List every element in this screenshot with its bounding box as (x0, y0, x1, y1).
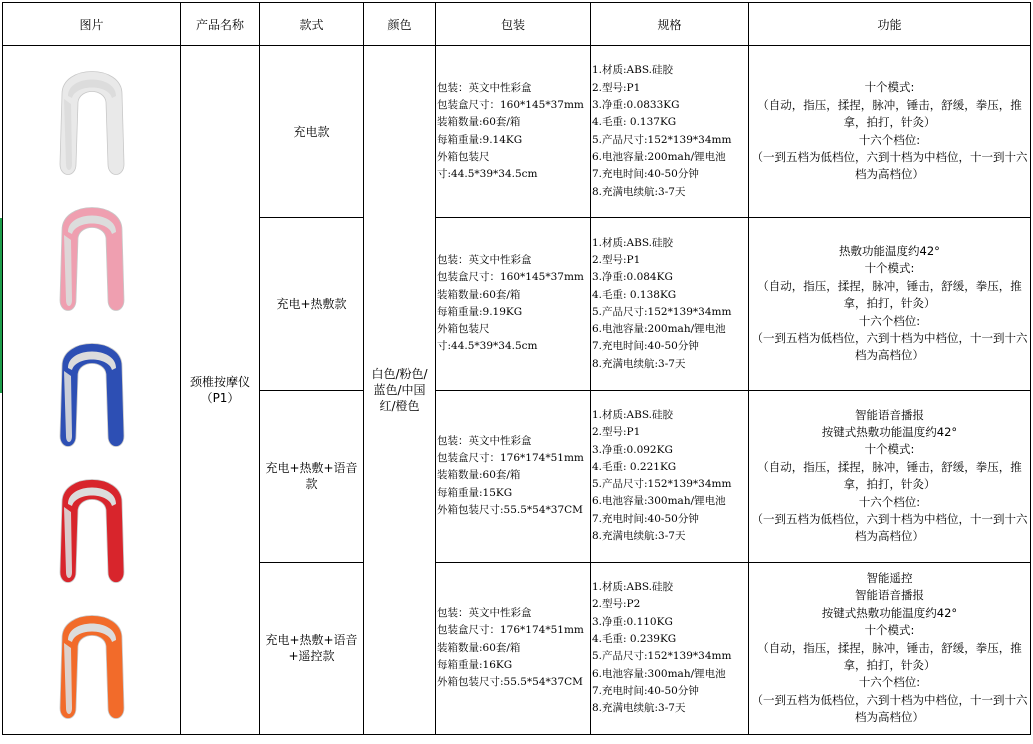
spec-cell (591, 562, 749, 734)
color-list: 白色/粉色/蓝色/中国红/橙色 (371, 367, 428, 413)
header-image: 图片 (3, 3, 181, 46)
function-line: 按键式热敷功能温度约42° (821, 605, 958, 620)
function-line: （一到五档为低档位，六到十档为中档位，十一到十六档为高档位） (751, 511, 1028, 544)
function-line: 十六个档位: (858, 313, 921, 328)
packaging-line: 外箱包装尺寸:55.5*54*37CM (437, 504, 583, 517)
packaging-cell (436, 46, 591, 218)
style-label: 充电款 (293, 124, 330, 139)
image-cell (3, 46, 181, 735)
table-row (3, 46, 1031, 218)
function-line: 智能语音播报 (855, 407, 924, 422)
blue-neck-massager-icon (42, 326, 142, 456)
style-label: 充电+热敷款 (276, 296, 347, 311)
spec-line: 8.充满电续航:3-7天 (592, 357, 686, 370)
function-line: 十六个档位: (858, 675, 921, 690)
spec-line: 1.材质:ABS.硅胶 (592, 236, 674, 249)
product-name-cell (181, 46, 260, 735)
function-line: 十六个档位: (858, 132, 921, 147)
spec-line: 1.材质:ABS.硅胶 (592, 408, 674, 421)
style-cell (260, 390, 364, 562)
packaging-line: 寸:44.5*39*34.5cm (437, 168, 538, 181)
function-line: 智能语音播报 (855, 588, 924, 603)
function-line: 十个模式: (864, 261, 915, 276)
function-cell (749, 390, 1031, 562)
header-packaging: 包装 (436, 3, 591, 46)
packaging-line: 包装盒尺寸：176*174*51mm (437, 624, 584, 637)
function-cell (749, 218, 1031, 390)
packaging-line: 外箱包装尺寸:55.5*54*37CM (437, 676, 583, 689)
spec-line: 4.毛重: 0.221KG (592, 460, 677, 473)
header-spec: 规格 (591, 3, 749, 46)
packaging-line: 装箱数量:60套/箱 (437, 641, 521, 654)
function-line: 按键式热敷功能温度约42° (821, 424, 958, 439)
spec-line: 2.型号:P1 (592, 426, 641, 439)
header-color: 颜色 (364, 3, 436, 46)
function-line: 十个模式: (864, 80, 915, 95)
spec-line: 3.净重:0.110KG (592, 615, 673, 628)
function-line: 十个模式: (864, 442, 915, 457)
spec-line: 6.电池容量:300mah/锂电池 (592, 495, 726, 508)
pink-neck-massager-icon (42, 190, 142, 320)
spec-line: 2.型号:P1 (592, 81, 641, 94)
spec-line: 6.电池容量:300mah/锂电池 (592, 667, 726, 680)
packaging-line: 寸:44.5*39*34.5cm (437, 340, 538, 353)
packaging-line: 装箱数量:60套/箱 (437, 469, 521, 482)
packaging-cell (436, 218, 591, 390)
packaging-line: 每箱重量:16KG (437, 659, 513, 672)
white-neck-massager-icon (42, 54, 142, 184)
spec-line: 2.型号:P2 (592, 598, 641, 611)
function-cell (749, 46, 1031, 218)
packaging-line: 外箱包装尺 (437, 323, 490, 336)
packaging-line: 包装：英文中性彩盒 (437, 434, 532, 447)
spec-line: 4.毛重: 0.138KG (592, 288, 677, 301)
product-spec-table (2, 2, 1031, 735)
function-cell (749, 562, 1031, 734)
product-name: 颈椎按摩仪（P1） (190, 375, 251, 405)
packaging-line: 装箱数量:60套/箱 (437, 288, 521, 301)
spec-line: 5.产品尺寸:152*139*34mm (592, 650, 732, 663)
header-row (3, 3, 1031, 46)
function-line: 十六个档位: (858, 494, 921, 509)
spec-line: 5.产品尺寸:152*139*34mm (592, 478, 732, 491)
spec-line: 8.充满电续航:3-7天 (592, 185, 686, 198)
style-cell (260, 218, 364, 390)
red-neck-massager-icon (42, 462, 142, 592)
style-cell (260, 46, 364, 218)
style-label: 充电+热敷+语音款 (265, 461, 358, 492)
function-line: （自动，指压，揉捏，脉冲，锤击，舒缓，拳压，推拿，拍打，针灸） (757, 97, 1022, 130)
spec-line: 6.电池容量:200mah/锂电池 (592, 323, 726, 336)
packaging-line: 包装盒尺寸：160*145*37mm (437, 99, 584, 112)
function-line: （自动，指压，揉捏，脉冲，锤击，舒缓，拳压，推拿，拍打，针灸） (757, 459, 1022, 492)
function-line: （自动，指压，揉捏，脉冲，锤击，舒缓，拳压，推拿，拍打，针灸） (757, 278, 1022, 311)
packaging-line: 包装盒尺寸：160*145*37mm (437, 271, 584, 284)
function-line: （自动，指压，揉捏，脉冲，锤击，舒缓，拳压，推拿，拍打，针灸） (757, 640, 1022, 673)
spec-line: 3.净重:0.092KG (592, 443, 673, 456)
spec-line: 6.电池容量:200mah/锂电池 (592, 150, 726, 163)
spec-cell (591, 218, 749, 390)
spec-line: 2.型号:P1 (592, 253, 641, 266)
packaging-line: 包装盒尺寸：176*174*51mm (437, 452, 584, 465)
packaging-line: 每箱重量:9.19KG (437, 305, 523, 318)
spec-line: 7.充电时间:40-50分钟 (592, 512, 699, 525)
packaging-line: 包装：英文中性彩盒 (437, 607, 532, 620)
spec-line: 7.充电时间:40-50分钟 (592, 340, 699, 353)
spec-line: 3.净重:0.0833KG (592, 99, 680, 112)
spec-cell (591, 390, 749, 562)
spec-line: 1.材质:ABS.硅胶 (592, 64, 674, 77)
packaging-line: 外箱包装尺 (437, 150, 490, 163)
packaging-line: 每箱重量:9.14KG (437, 133, 523, 146)
function-line: （一到五档为低档位，六到十档为中档位，十一到十六档为高档位） (751, 692, 1028, 725)
spec-line: 8.充满电续航:3-7天 (592, 530, 686, 543)
function-line: 热敷功能温度约42° (839, 243, 940, 258)
header-function: 功能 (749, 3, 1031, 46)
packaging-cell (436, 390, 591, 562)
function-line: （一到五档为低档位，六到十档为中档位，十一到十六档为高档位） (751, 330, 1028, 363)
spec-line: 7.充电时间:40-50分钟 (592, 684, 699, 697)
spec-cell (591, 46, 749, 218)
spec-line: 8.充满电续航:3-7天 (592, 702, 686, 715)
orange-neck-massager-icon (42, 598, 142, 728)
spec-line: 7.充电时间:40-50分钟 (592, 168, 699, 181)
style-cell (260, 562, 364, 734)
color-cell (364, 46, 436, 735)
header-style: 款式 (260, 3, 364, 46)
product-images (3, 46, 180, 734)
spec-line: 5.产品尺寸:152*139*34mm (592, 305, 732, 318)
spec-line: 1.材质:ABS.硅胶 (592, 581, 674, 594)
spec-line: 5.产品尺寸:152*139*34mm (592, 133, 732, 146)
packaging-line: 装箱数量:60套/箱 (437, 116, 521, 129)
function-line: 十个模式: (864, 623, 915, 638)
packaging-line: 每箱重量:15KG (437, 486, 513, 499)
function-line: 智能遥控 (866, 571, 913, 586)
header-product-name: 产品名称 (181, 3, 260, 46)
function-line: （一到五档为低档位，六到十档为中档位，十一到十六档为高档位） (751, 150, 1028, 182)
spec-line: 3.净重:0.084KG (592, 271, 673, 284)
spec-line: 4.毛重: 0.137KG (592, 116, 677, 129)
packaging-line: 包装：英文中性彩盒 (437, 253, 532, 266)
spec-line: 4.毛重: 0.239KG (592, 633, 677, 646)
style-label: 充电+热敷+语音+遥控款 (265, 633, 358, 664)
packaging-cell (436, 562, 591, 734)
packaging-line: 包装：英文中性彩盒 (437, 81, 532, 94)
